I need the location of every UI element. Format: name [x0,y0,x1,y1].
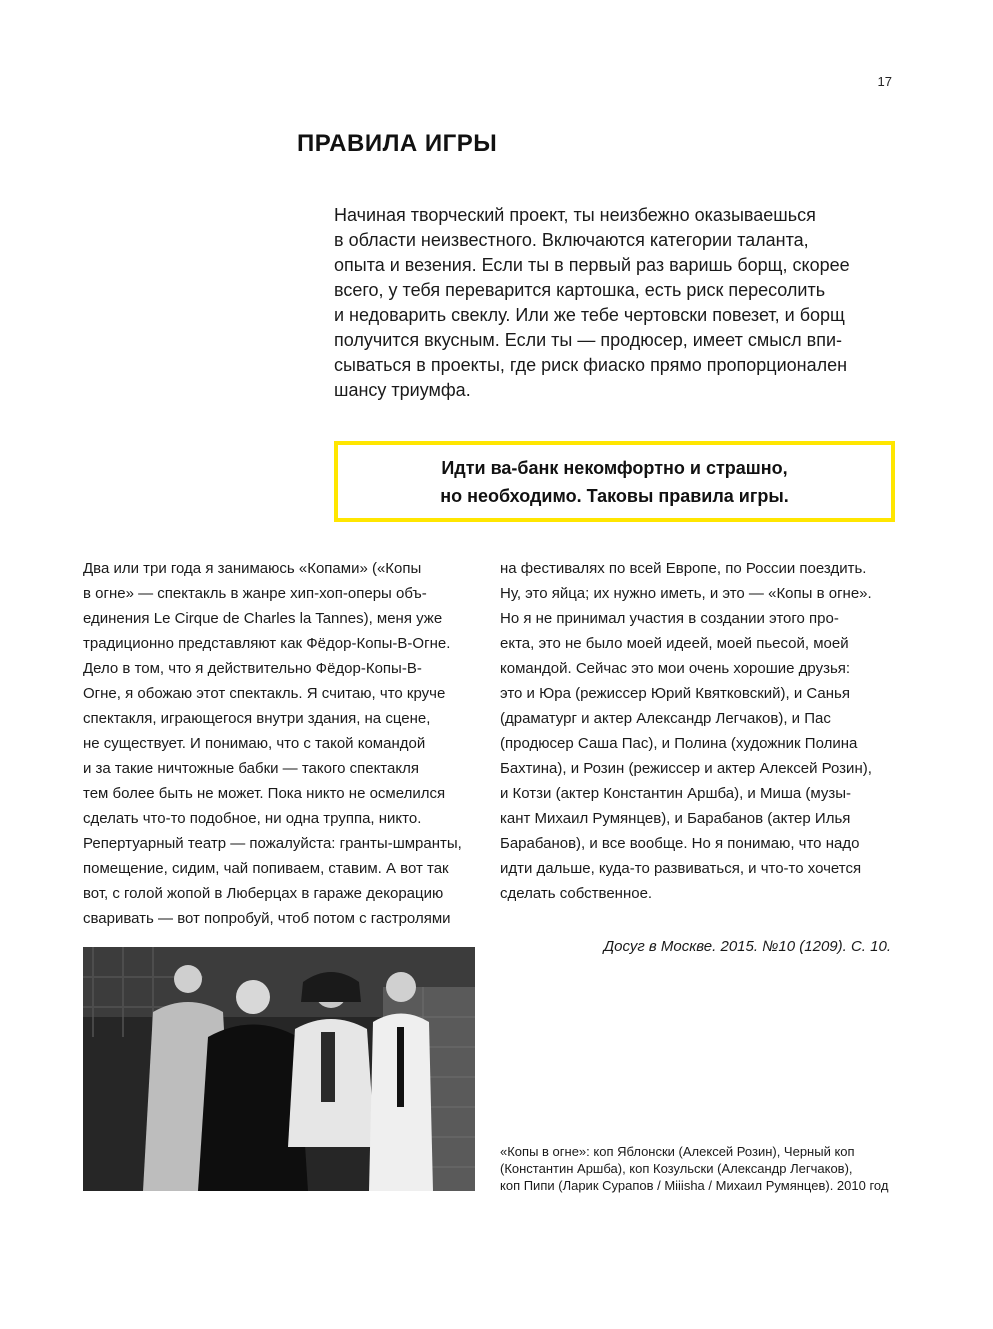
body-line: Барабанов), и все вообще. Но я понимаю, что надо [500,835,860,852]
body-line: идти дальше, куда-то развиваться, и что-то хочется [500,860,862,877]
page-number: 17 [877,74,892,89]
body-line: (продюсер Саша Пас), и Полина (художник Полина [500,735,858,752]
body-line: и за такие ничтожные бабки — такого спектакля [83,760,419,777]
cast-photo-illustration [83,947,475,1191]
caption-line: «Копы в огне»: коп Яблонски (Алексей Розин), Черный коп [500,1144,855,1159]
body-line: Но я не принимал участия в создании этого про- [500,610,839,627]
body-line: сваривать — вот попробуй, чтоб потом с гастролями [83,910,451,927]
pull-quote-line: Идти ва-банк некомфортно и страшно, [441,457,788,478]
intro-line: Начиная творческий проект, ты неизбежно оказываешься [334,205,816,225]
intro-line: сываться в проекты, где риск фиаско прямо пропорционален [334,355,848,375]
body-line: сделать что-то подобное, ни одна труппа, никто. [83,810,422,827]
body-line: Огне, я обожаю этот спектакль. Я считаю, что круче [83,685,446,702]
body-line: спектакля, играющегося внутри здания, на сцене, [83,710,431,727]
intro-line: в области неизвестного. Включаются категории таланта, [334,230,809,250]
body-line: кант Михаил Румянцев), и Барабанов (актер Илья [500,810,851,827]
body-line: традиционно представляют как Фёдор-Копы-В-Огне. [83,635,451,652]
body-line: это и Юра (режиссер Юрий Квятковский), и Санья [500,685,850,702]
body-line: Бахтина), и Розин (режиссер и актер Алексей Розин), [500,760,872,777]
body-line: единения Le Cirque de Charles la Tannes), меня уже [83,610,443,627]
body-line: не существует. И понимаю, что с такой командой [83,735,426,752]
body-line: помещение, сидим, чай попиваем, ставим. А вот так [83,860,449,877]
caption-line: (Константин Аршба), коп Козульски (Александр Легчаков), [500,1161,853,1176]
cast-photo [83,947,475,1191]
body-line: и Котзи (актер Константин Аршба), и Миша (музы- [500,785,851,802]
intro-line: всего, у тебя переварится картошка, есть риск пересолить [334,280,826,300]
body-line: (драматург и актер Александр Легчаков), и Пас [500,710,831,727]
caption-line: коп Пипи (Ларик Сурапов / Miiisha / Михаил Румянцев). 2010 год [500,1178,889,1193]
pull-quote-box [334,441,895,522]
intro-line: опыта и везения. Если ты в первый раз варишь борщ, скорее [334,255,850,275]
intro-line: и недоварить свеклу. Или же тебе чертовски повезет, и борщ [334,305,845,325]
body-line: Ну, это яйца; их нужно иметь, и это — «Копы в огне». [500,585,872,602]
source-citation: Досуг в Москве. 2015. №10 (1209). С. 10. [603,938,891,955]
body-line: Репертуарный театр — пожалуйста: гранты-шмранты, [83,835,462,852]
page-title: ПРАВИЛА ИГРЫ [297,130,498,157]
body-line: сделать собственное. [500,885,653,902]
pull-quote-line: но необходимо. Таковы правила игры. [440,485,789,506]
intro-paragraph [334,203,894,403]
photo-caption [500,1143,930,1194]
body-line: Дело в том, что я действительно Фёдор-Копы-В- [83,660,422,677]
intro-line: шансу триумфа. [334,380,471,400]
body-line: в огне» — спектакль в жанре хип-хоп-оперы объ- [83,585,427,602]
body-line: Два или три года я занимаюсь «Копами» («Копы [83,560,422,577]
left-column [83,556,483,931]
intro-line: получится вкусным. Если ты — продюсер, имеет смысл впи- [334,330,842,350]
right-column [500,556,900,906]
body-line: командой. Сейчас это мои очень хорошие друзья: [500,660,851,677]
body-line: на фестивалях по всей Европе, по России поездить. [500,560,867,577]
body-line: тем более быть не может. Пока никто не осмелился [83,785,446,802]
body-line: екта, это не было моей идеей, моей пьесой, моей [500,635,849,652]
body-line: вот, с голой жопой в Люберцах в гараже декорацию [83,885,444,902]
